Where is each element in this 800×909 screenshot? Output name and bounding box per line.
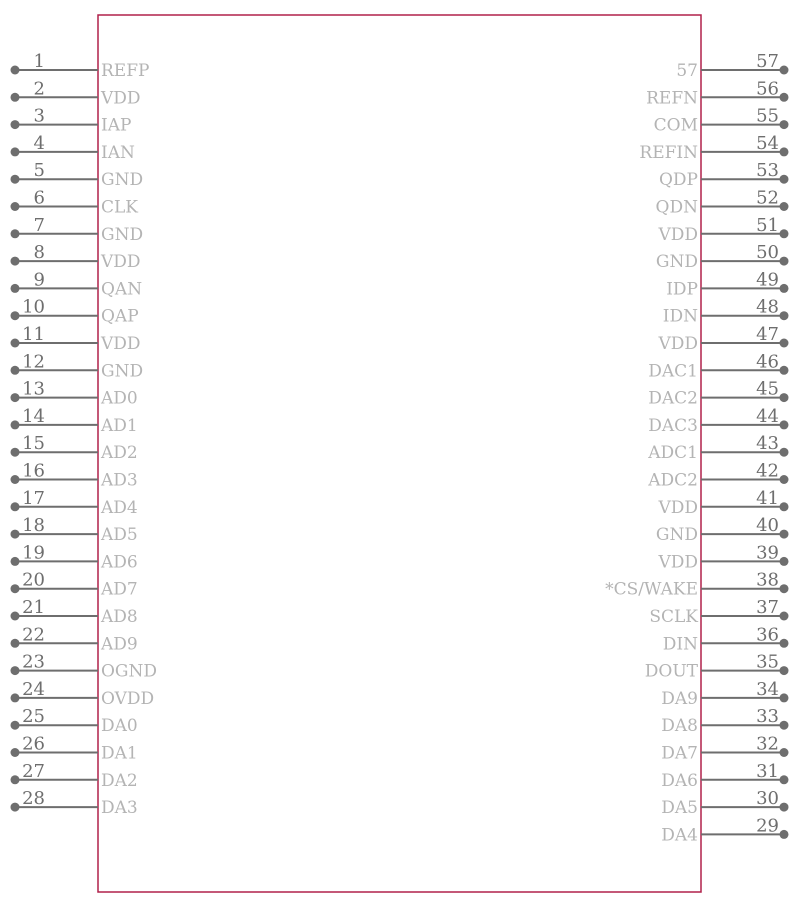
pin-number: 18 xyxy=(22,515,45,537)
pin-36 xyxy=(663,624,789,654)
pin-label: DAC3 xyxy=(648,415,698,436)
pin-number: 55 xyxy=(756,105,779,127)
pin-number: 57 xyxy=(756,51,779,72)
pin-terminal-dot xyxy=(780,393,789,402)
pin-number: 5 xyxy=(33,160,45,182)
pin-number: 3 xyxy=(33,105,45,127)
pin-terminal-dot xyxy=(11,284,20,293)
pin-32 xyxy=(661,734,788,764)
pin-terminal-dot xyxy=(11,175,20,184)
pin-20 xyxy=(11,570,138,600)
pin-8 xyxy=(11,242,141,272)
pin-terminal-dot xyxy=(780,202,789,211)
pin-terminal-dot xyxy=(780,93,789,102)
pin-41 xyxy=(657,488,788,518)
pin-number: 30 xyxy=(756,788,779,810)
pin-53 xyxy=(659,160,789,190)
pin-terminal-dot xyxy=(780,339,789,348)
pin-terminal-dot xyxy=(780,666,789,675)
pin-number: 53 xyxy=(756,160,779,182)
pin-label: AD8 xyxy=(101,607,138,627)
pin-label: GND xyxy=(101,170,144,191)
pin-label: AD0 xyxy=(101,388,138,409)
pin-terminal-dot xyxy=(780,420,789,429)
pin-7 xyxy=(11,215,144,245)
pin-label: GND xyxy=(655,525,698,546)
pin-terminal-dot xyxy=(11,448,20,457)
pin-terminal-dot xyxy=(11,93,20,102)
pin-2 xyxy=(11,78,141,108)
pin-terminal-dot xyxy=(780,284,789,293)
pin-number: 42 xyxy=(756,460,779,482)
pin-number: 49 xyxy=(756,269,779,291)
pin-23 xyxy=(11,652,158,682)
pin-label: DA4 xyxy=(661,825,698,846)
pin-label: DA6 xyxy=(661,770,698,791)
pin-34 xyxy=(661,679,788,709)
pin-19 xyxy=(11,542,138,572)
pin-terminal-dot xyxy=(11,530,20,539)
pin-number: 16 xyxy=(22,460,45,482)
pin-terminal-dot xyxy=(780,502,789,511)
pin-4 xyxy=(11,133,135,163)
pin-50 xyxy=(656,242,789,272)
ic-body-outline xyxy=(98,15,701,892)
pin-number: 13 xyxy=(22,378,45,400)
pin-44 xyxy=(648,406,788,436)
pin-label: IDP xyxy=(666,279,698,300)
pin-terminal-dot xyxy=(11,557,20,566)
pin-label: REFP xyxy=(101,61,150,81)
pin-label: AD5 xyxy=(101,525,138,546)
pin-label: IDN xyxy=(662,306,698,327)
pin-label: AD2 xyxy=(101,443,138,464)
pin-label: AD7 xyxy=(101,579,138,600)
pin-26 xyxy=(11,734,138,764)
pin-45 xyxy=(648,379,788,409)
pin-label: VDD xyxy=(101,252,141,273)
pin-terminal-dot xyxy=(11,120,20,129)
pin-number: 15 xyxy=(22,433,45,455)
pin-39 xyxy=(657,542,788,572)
pin-terminal-dot xyxy=(780,175,789,184)
pin-6 xyxy=(11,188,139,218)
pin-label: OVDD xyxy=(101,688,155,709)
pin-label: GND xyxy=(101,361,144,382)
pin-number: 31 xyxy=(756,760,779,782)
pin-terminal-dot xyxy=(780,448,789,457)
pin-label: DA0 xyxy=(101,716,138,737)
pin-terminal-dot xyxy=(11,366,20,375)
pin-terminal-dot xyxy=(11,66,20,75)
pin-46 xyxy=(648,351,788,381)
pin-1 xyxy=(11,51,150,81)
pin-31 xyxy=(661,761,788,791)
pin-number: 35 xyxy=(756,651,779,673)
pin-label: DA2 xyxy=(101,770,138,791)
pin-number: 54 xyxy=(756,132,779,154)
pin-9 xyxy=(11,269,143,299)
pin-label: QDP xyxy=(658,170,698,191)
pin-number: 24 xyxy=(22,678,45,700)
pin-label: QAN xyxy=(101,279,143,300)
pin-number: 9 xyxy=(33,269,45,291)
pin-label: REFIN xyxy=(639,142,698,163)
pin-number: 25 xyxy=(22,706,45,728)
pin-terminal-dot xyxy=(11,748,20,757)
pin-label: CLK xyxy=(101,197,138,218)
pin-51 xyxy=(657,215,788,245)
pin-52 xyxy=(656,188,789,218)
pin-terminal-dot xyxy=(780,120,789,129)
pin-18 xyxy=(11,515,138,545)
pin-number: 26 xyxy=(22,733,45,755)
pin-12 xyxy=(11,351,144,381)
pin-13 xyxy=(11,379,138,409)
pin-label: VDD xyxy=(658,224,698,245)
pin-number: 27 xyxy=(22,760,45,782)
left-pin-group xyxy=(11,51,158,818)
pin-label: ADC2 xyxy=(648,470,698,491)
pin-16 xyxy=(11,461,138,491)
pin-24 xyxy=(11,679,155,709)
pin-terminal-dot xyxy=(11,257,20,266)
pin-14 xyxy=(11,406,138,436)
pin-terminal-dot xyxy=(11,311,20,320)
pin-terminal-dot xyxy=(780,584,789,593)
pin-label: AD1 xyxy=(101,415,138,436)
pin-label: QDN xyxy=(655,197,698,218)
pin-label: IAP xyxy=(101,115,132,136)
pin-35 xyxy=(645,652,789,682)
pin-number: 40 xyxy=(756,515,779,537)
pin-label: 57 xyxy=(676,61,698,81)
pin-number: 41 xyxy=(756,487,779,509)
pin-label: IAN xyxy=(101,142,135,163)
pin-17 xyxy=(11,488,138,518)
pin-number: 34 xyxy=(756,678,779,700)
pin-number: 51 xyxy=(756,214,779,236)
pin-number: 14 xyxy=(22,405,45,427)
pin-number: 29 xyxy=(756,815,779,837)
pin-48 xyxy=(663,297,789,327)
pin-30 xyxy=(661,788,788,818)
pin-terminal-dot xyxy=(780,830,789,839)
pin-label: AD3 xyxy=(101,470,138,491)
pin-terminal-dot xyxy=(11,612,20,621)
pin-number: 4 xyxy=(33,132,45,154)
pin-number: 22 xyxy=(22,624,45,646)
pin-terminal-dot xyxy=(11,584,20,593)
pin-number: 21 xyxy=(22,597,45,618)
pin-number: 36 xyxy=(756,624,779,646)
pin-terminal-dot xyxy=(780,257,789,266)
pin-terminal-dot xyxy=(11,666,20,675)
pin-54 xyxy=(639,133,788,163)
pin-43 xyxy=(647,433,788,463)
pin-number: 12 xyxy=(22,351,45,373)
pin-number: 23 xyxy=(22,651,45,673)
pin-terminal-dot xyxy=(780,66,789,75)
pin-terminal-dot xyxy=(780,693,789,702)
pin-terminal-dot xyxy=(780,147,789,156)
pin-label: DA7 xyxy=(661,743,698,764)
pin-33 xyxy=(661,706,788,736)
pin-terminal-dot xyxy=(11,147,20,156)
pin-label: DAC1 xyxy=(648,361,698,382)
pin-terminal-dot xyxy=(780,366,789,375)
pin-terminal-dot xyxy=(780,803,789,812)
pin-terminal-dot xyxy=(11,393,20,402)
pin-terminal-dot xyxy=(780,475,789,484)
pin-38 xyxy=(605,570,788,600)
pin-number: 10 xyxy=(22,296,45,318)
pin-label: DA1 xyxy=(101,743,138,764)
pin-terminal-dot xyxy=(780,530,789,539)
pin-label: OGND xyxy=(101,661,158,682)
pin-label: GND xyxy=(655,252,698,273)
pin-label: VDD xyxy=(101,88,141,109)
pin-40 xyxy=(656,515,789,545)
pin-label: AD4 xyxy=(101,497,138,518)
pin-terminal-dot xyxy=(780,748,789,757)
pin-55 xyxy=(654,106,789,136)
pin-terminal-dot xyxy=(11,339,20,348)
pin-terminal-dot xyxy=(780,639,789,648)
pin-label: DA8 xyxy=(661,716,698,737)
pin-label: DA3 xyxy=(101,798,138,819)
pin-label: VDD xyxy=(101,334,141,354)
pin-22 xyxy=(11,624,138,654)
pin-number: 45 xyxy=(756,378,779,400)
pin-terminal-dot xyxy=(11,693,20,702)
pin-label: DIN xyxy=(662,634,698,655)
pin-27 xyxy=(11,761,138,791)
pin-label: SCLK xyxy=(649,607,698,627)
pin-terminal-dot xyxy=(11,202,20,211)
pin-37 xyxy=(649,597,788,627)
pin-number: 37 xyxy=(756,597,779,618)
pin-terminal-dot xyxy=(780,557,789,566)
pin-number: 44 xyxy=(756,405,779,427)
pin-number: 38 xyxy=(756,569,779,591)
pin-label: QAP xyxy=(101,306,139,327)
pin-terminal-dot xyxy=(11,475,20,484)
pin-label: ADC1 xyxy=(648,443,698,464)
pin-25 xyxy=(11,706,138,736)
pin-11 xyxy=(11,324,141,354)
pin-number: 50 xyxy=(756,242,779,264)
pin-number: 8 xyxy=(33,242,45,264)
pin-label: DOUT xyxy=(644,661,698,682)
pin-label: DA9 xyxy=(661,688,698,709)
pin-terminal-dot xyxy=(780,311,789,320)
pin-number: 19 xyxy=(22,542,45,564)
pin-number: 56 xyxy=(756,78,779,100)
pin-terminal-dot xyxy=(11,420,20,429)
pin-number: 28 xyxy=(22,788,45,810)
pin-number: 39 xyxy=(756,542,779,564)
pin-29 xyxy=(661,815,788,845)
pin-number: 20 xyxy=(22,569,45,591)
pin-number: 52 xyxy=(756,187,779,209)
pin-terminal-dot xyxy=(11,721,20,730)
pin-number: 7 xyxy=(33,214,45,236)
pin-number: 47 xyxy=(756,324,779,345)
pin-terminal-dot xyxy=(11,803,20,812)
pin-terminal-dot xyxy=(780,229,789,238)
pin-number: 32 xyxy=(756,733,779,755)
pin-number: 11 xyxy=(22,324,45,345)
pin-terminal-dot xyxy=(780,721,789,730)
pin-label: VDD xyxy=(658,552,698,573)
pin-label: DA5 xyxy=(661,798,698,819)
pin-label: COM xyxy=(653,115,698,136)
pin-10 xyxy=(11,297,139,327)
pin-42 xyxy=(647,461,788,491)
pin-label: AD6 xyxy=(101,552,138,573)
pin-label: *CS/WAKE xyxy=(605,579,698,600)
pin-label: VDD xyxy=(658,334,698,354)
pin-terminal-dot xyxy=(11,639,20,648)
pin-49 xyxy=(666,269,788,299)
pin-terminal-dot xyxy=(780,775,789,784)
pin-15 xyxy=(11,433,138,463)
pin-21 xyxy=(11,597,138,627)
pin-label: GND xyxy=(101,224,144,245)
pin-57 xyxy=(676,51,788,81)
pin-number: 43 xyxy=(756,433,779,455)
pin-28 xyxy=(11,788,138,818)
pin-number: 46 xyxy=(756,351,779,373)
pin-label: VDD xyxy=(658,497,698,518)
pin-number: 6 xyxy=(33,187,45,209)
pin-5 xyxy=(11,160,144,190)
pin-terminal-dot xyxy=(11,502,20,511)
pin-label: AD9 xyxy=(101,634,138,655)
pin-number: 1 xyxy=(33,51,45,72)
pin-number: 17 xyxy=(22,487,45,509)
pin-47 xyxy=(657,324,788,354)
pin-label: REFN xyxy=(646,88,698,109)
pin-56 xyxy=(646,78,788,108)
pin-3 xyxy=(11,106,132,136)
right-pin-group xyxy=(605,51,788,845)
pin-label: DAC2 xyxy=(648,388,698,409)
pin-terminal-dot xyxy=(11,229,20,238)
pin-terminal-dot xyxy=(780,612,789,621)
pin-terminal-dot xyxy=(11,775,20,784)
pin-number: 33 xyxy=(756,706,779,728)
pin-number: 48 xyxy=(756,296,779,318)
pin-number: 2 xyxy=(33,78,45,100)
